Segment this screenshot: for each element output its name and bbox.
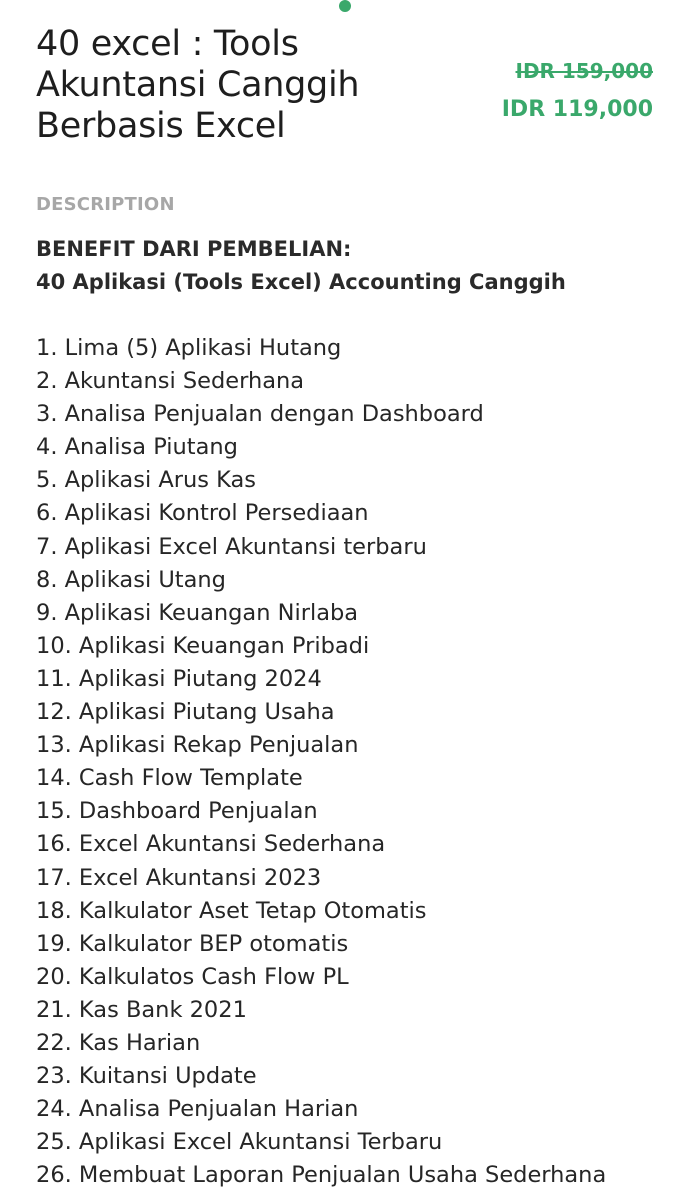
current-price: IDR 119,000 bbox=[501, 97, 653, 122]
list-item: 26. Membuat Laporan Penjualan Usaha Sederhana bbox=[36, 1162, 607, 1189]
list-item: 16. Excel Akuntansi Sederhana bbox=[36, 831, 386, 858]
list-item: 19. Kalkulator BEP otomatis bbox=[36, 930, 349, 957]
description-label: DESCRIPTION bbox=[36, 194, 175, 215]
benefit-heading-line-1: BENEFIT DARI PEMBELIAN: bbox=[36, 237, 352, 261]
list-item: 7. Aplikasi Excel Akuntansi terbaru bbox=[36, 533, 427, 560]
list-item: 20. Kalkulatos Cash Flow PL bbox=[36, 963, 349, 990]
list-item: 15. Dashboard Penjualan bbox=[36, 798, 318, 825]
list-item: 18. Kalkulator Aset Tetap Otomatis bbox=[36, 897, 427, 924]
product-title: 40 excel : Tools Akuntansi Canggih Berbasis Excel bbox=[36, 24, 360, 146]
list-item: 17. Excel Akuntansi 2023 bbox=[36, 864, 322, 891]
list-item: 21. Kas Bank 2021 bbox=[36, 996, 247, 1023]
list-item: 12. Aplikasi Piutang Usaha bbox=[36, 699, 335, 726]
list-item: 5. Aplikasi Arus Kas bbox=[36, 467, 256, 494]
benefit-list bbox=[36, 332, 686, 1192]
list-item: 25. Aplikasi Excel Akuntansi Terbaru bbox=[36, 1129, 443, 1156]
list-item: 3. Analisa Penjualan dengan Dashboard bbox=[36, 401, 484, 428]
list-item: 2. Akuntansi Sederhana bbox=[36, 368, 305, 395]
benefit-heading-line-2: 40 Aplikasi (Tools Excel) Accounting Canggih bbox=[36, 270, 566, 294]
list-item: 1. Lima (5) Aplikasi Hutang bbox=[36, 335, 342, 361]
list-item: 6. Aplikasi Kontrol Persediaan bbox=[36, 500, 369, 527]
list-item: 8. Aplikasi Utang bbox=[36, 566, 226, 593]
list-item: 10. Aplikasi Keuangan Pribadi bbox=[36, 632, 370, 659]
list-item: 24. Analisa Penjualan Harian bbox=[36, 1096, 359, 1123]
list-item: 23. Kuitansi Update bbox=[36, 1063, 257, 1090]
list-item: 11. Aplikasi Piutang 2024 bbox=[36, 665, 322, 692]
list-item: 22. Kas Harian bbox=[36, 1029, 201, 1056]
list-item: 9. Aplikasi Keuangan Nirlaba bbox=[36, 599, 359, 626]
list-item: 13. Aplikasi Rekap Penjualan bbox=[36, 732, 359, 759]
original-price: IDR 159,000 bbox=[515, 59, 653, 83]
list-item: 4. Analisa Piutang bbox=[36, 434, 238, 461]
benefit-heading bbox=[36, 233, 676, 299]
list-item: 14. Cash Flow Template bbox=[36, 765, 303, 792]
scroll-indicator-dot bbox=[339, 0, 351, 12]
